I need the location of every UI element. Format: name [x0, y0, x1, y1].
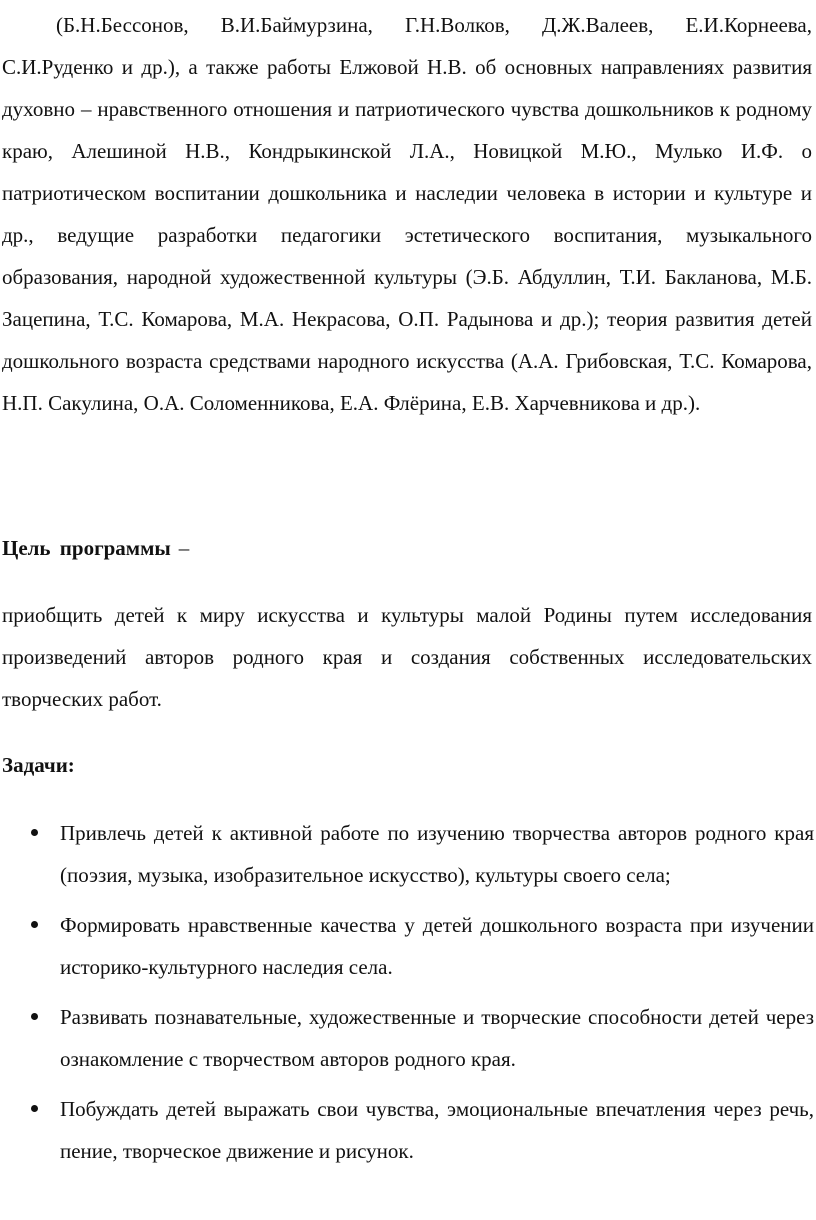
bullet-icon [28, 812, 48, 854]
task-item [0, 1088, 814, 1172]
bullet-icon [28, 1088, 48, 1130]
task-text: Привлечь детей к активной работе по изучению творчества авторов родного края (поэзия, музыка, изобразительное искусство), культуры своего села; [60, 821, 814, 887]
goal-label: Цель программы [2, 536, 171, 560]
task-text: Развивать познавательные, художественные и творческие способности детей через ознакомление с творчеством авторов родного края. [60, 1005, 814, 1071]
goal-text: приобщить детей к миру искусства и культуры малой Родины путем исследования произведений авторов родного края и создания собственных исследовательских творческих работ. [2, 603, 812, 711]
task-text: Побуждать детей выражать свои чувства, эмоциональные впечатления через речь, пение, творческое движение и рисунок. [60, 1097, 814, 1163]
tasks-heading: Задачи: [2, 753, 75, 777]
task-item [0, 812, 814, 896]
task-item [0, 904, 814, 988]
goal-dash: – [178, 536, 190, 560]
intro-paragraph: (Б.Н.Бессонов, В.И.Баймурзина, Г.Н.Волков, Д.Ж.Валеев, Е.И.Корнеева, С.И.Руденко и др.), а также работы Елжовой Н.В. об основных направлениях развития духовно – нравственного отношения и патриотического чувства дошкольников к родному краю, Алешиной Н.В., Кондрыкинской Л.А., Новицкой М.Ю., Мулько И.Ф. о патриотическом воспитании дошкольника и наследии человека в истории и культуре и др., ведущие разработки педагогики эстетического воспитания, музыкального образования, народной художественной культуры (Э.Б. Абдуллин, Т.И. Бакланова, М.Б. Зацепина, Т.С. Комарова, М.А. Некрасова, О.П. Радынова и др.); теория развития детей дошкольного возраста средствами народного искусства (А.А. Грибовская, Т.С. Комарова, Н.П. Сакулина, О.А. Соломенникова, Е.А. Флёрина, Е.В. Харчевникова и др.). [2, 13, 812, 415]
bullet-icon [28, 996, 48, 1038]
tasks-list [0, 812, 814, 1180]
bullet-icon [28, 904, 48, 946]
task-item [0, 996, 814, 1080]
task-text: Формировать нравственные качества у детей дошкольного возраста при изучении историко-культурного наследия села. [60, 913, 814, 979]
goal-heading [2, 527, 812, 569]
